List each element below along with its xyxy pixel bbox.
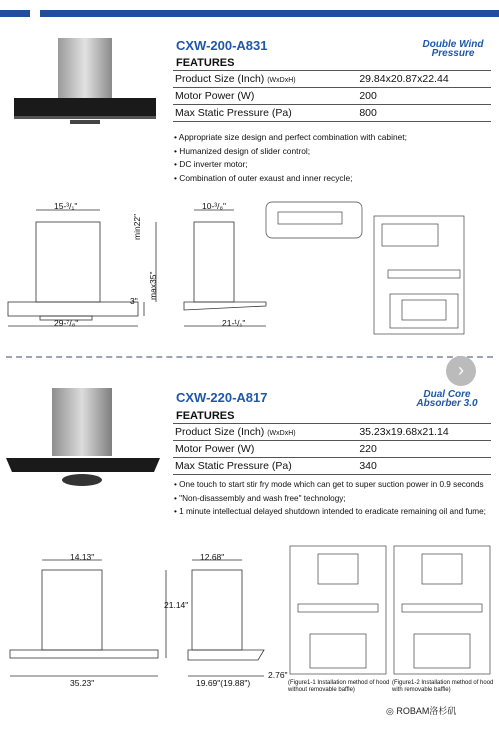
spec-value: 35.23x19.68x21.14 [345, 424, 491, 441]
spec-label: Max Static Pressure (Pa) [173, 458, 345, 475]
features-heading-1: FEATURES [176, 57, 235, 69]
dim-side-top-1: 10-³/₈" [202, 201, 227, 211]
spec-unit: (WxDxH) [267, 430, 296, 437]
hood-image-2 [4, 386, 164, 496]
watermark-text: ROBAM洛杉矶 [396, 706, 457, 716]
dim-height-2: 21.14" [164, 600, 189, 610]
badge-2: Dual Core Absorber 3.0 [416, 389, 478, 409]
features-heading-2: FEATURES [176, 410, 235, 422]
spec-value: 29.84x20.87x22.44 [345, 71, 491, 88]
spec-row [173, 424, 491, 441]
dim-height-max-1: max35" [148, 271, 158, 300]
install-drawing-2a [288, 544, 388, 676]
spec-label: Motor Power (W) [173, 88, 345, 105]
list-item: • DC inverter motor; [174, 158, 494, 172]
dim-height-min-1: min22" [132, 213, 142, 240]
top-bar [0, 0, 499, 18]
watermark [386, 704, 456, 717]
spec-label: Product Size (Inch) [175, 73, 265, 85]
install-drawing-1 [262, 196, 494, 338]
spec-table-1 [173, 70, 491, 122]
dim-bottom-2: 35.23" [70, 678, 95, 688]
spec-label: Product Size (Inch) [175, 426, 265, 438]
spec-value: 200 [345, 88, 491, 105]
front-drawing-1 [4, 196, 184, 336]
feature-list-1 [174, 131, 494, 185]
install-caption-1: (Figure1-1 Installation method of hood without removable baffle) [288, 680, 390, 693]
list-item: • "Non-disassembly and wash free" technology; [174, 492, 496, 506]
feature-list-2 [174, 478, 496, 519]
divider [6, 356, 493, 358]
dim-bottom-1: 29-⁷/₈" [54, 318, 79, 328]
dim-base-2: 2.76" [268, 670, 288, 680]
dim-top-1: 15-³/₁" [54, 201, 78, 211]
side-drawing-1 [180, 196, 270, 336]
list-item: • 1 minute intellectual delayed shutdown intended to eradicate remaining oil and fume; [174, 505, 496, 519]
model-title-1: CXW-200-A831 [176, 38, 268, 53]
list-item: • Combination of outer exaust and inner recycle; [174, 172, 494, 186]
wechat-icon: ◎ [386, 706, 394, 716]
spec-label: Motor Power (W) [173, 441, 345, 458]
spec-row [173, 441, 491, 458]
spec-row [173, 88, 491, 105]
dim-side-top-2: 12.68" [200, 552, 225, 562]
spec-row [173, 105, 491, 122]
model-title-2: CXW-220-A817 [176, 390, 268, 405]
front-drawing-2 [4, 548, 184, 688]
list-item: • Humanized design of slider control; [174, 145, 494, 159]
dim-base-1: 3" [130, 296, 138, 306]
spec-row [173, 71, 491, 88]
spec-value: 800 [345, 105, 491, 122]
spec-label: Max Static Pressure (Pa) [173, 105, 345, 122]
badge-1: Double Wind Pressure [422, 39, 484, 59]
list-item: • Appropriate size design and perfect combination with cabinet; [174, 131, 494, 145]
dim-side-bottom-1: 21-¹/₁" [222, 318, 246, 328]
install-drawing-2b [392, 544, 492, 676]
spec-table-2 [173, 423, 491, 475]
spec-value: 220 [345, 441, 491, 458]
dim-side-bottom-2: 19.69"(19.88") [196, 678, 251, 688]
spec-unit: (WxDxH) [267, 77, 296, 84]
list-item: • One touch to start stir fry mode which can get to super suction power in 0.9 seconds [174, 478, 496, 492]
side-drawing-2 [184, 548, 280, 688]
install-caption-2: (Figure1-2 Installation method of hood with removable baffle) [392, 680, 494, 693]
dim-top-2: 14.13" [70, 552, 95, 562]
hood-image-1 [6, 36, 166, 136]
next-arrow-icon[interactable]: › [446, 356, 476, 386]
spec-row [173, 458, 491, 475]
spec-value: 340 [345, 458, 491, 475]
